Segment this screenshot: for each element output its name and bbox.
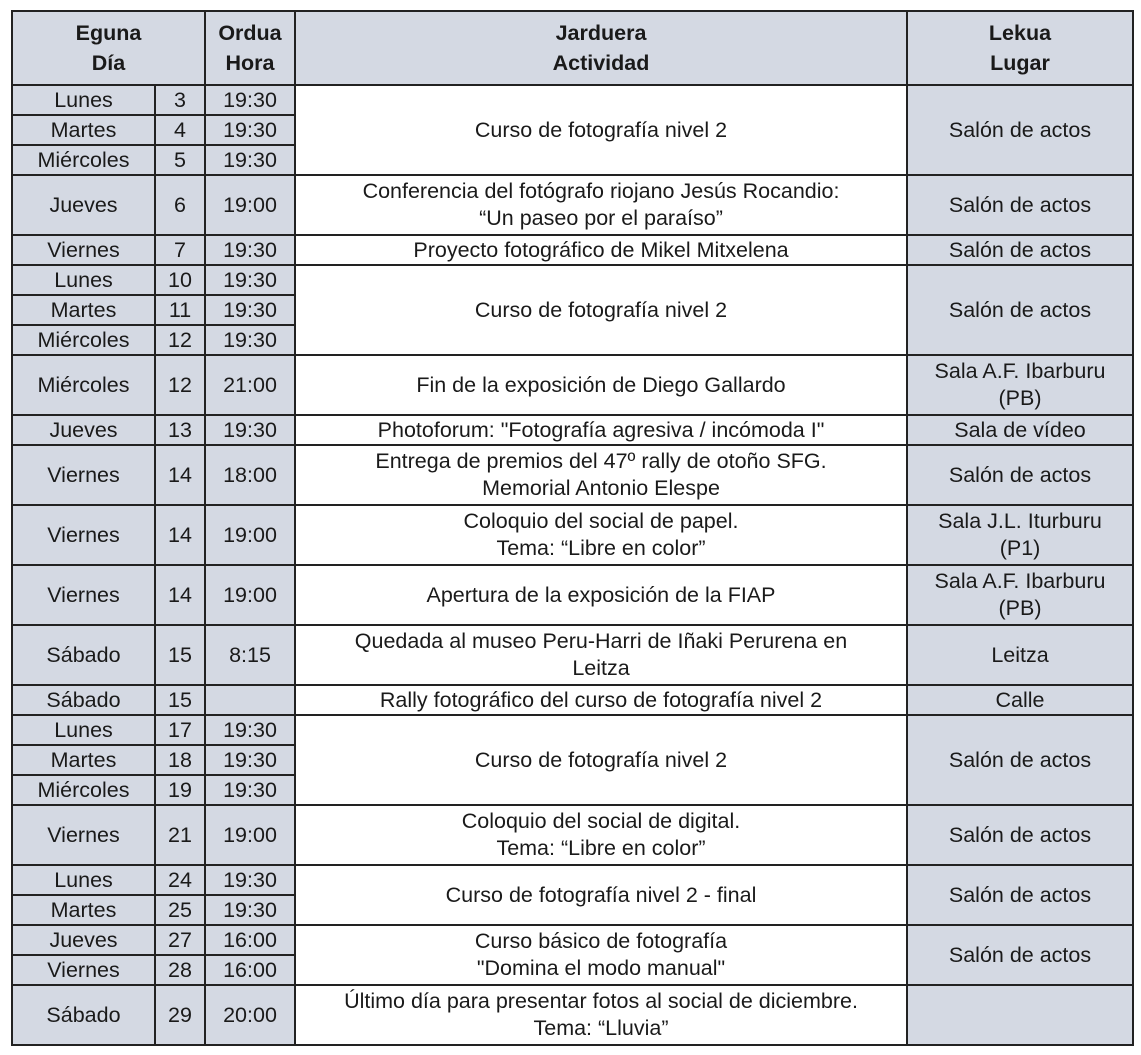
day-number-cell: 21 xyxy=(155,805,205,865)
day-number-cell: 19 xyxy=(155,775,205,805)
place-cell xyxy=(907,175,1133,235)
place-cell-line: Salón de actos xyxy=(948,117,1092,142)
place-cell xyxy=(907,445,1133,505)
place-cell xyxy=(907,265,1133,355)
day-number-cell: 18 xyxy=(155,745,205,775)
day-number-cell: 12 xyxy=(155,325,205,355)
activity-cell xyxy=(295,85,907,175)
day-number-cell: 29 xyxy=(155,985,205,1045)
day-number-cell: 25 xyxy=(155,895,205,925)
activity-cell-line: Rally fotográfico del curso de fotografía nivel 2 xyxy=(379,687,823,712)
table-row xyxy=(12,235,1133,265)
place-cell-line: Salón de actos xyxy=(948,297,1092,322)
day-number-cell: 14 xyxy=(155,445,205,505)
table-row xyxy=(12,175,1133,235)
activity-cell-line: Memorial Antonio Elespe xyxy=(482,476,720,500)
activity-cell xyxy=(295,415,907,445)
weekday-cell: Martes xyxy=(12,115,155,145)
table-row xyxy=(12,805,1133,865)
time-cell: 19:30 xyxy=(205,865,295,895)
table-row xyxy=(12,925,1133,955)
table-row xyxy=(12,445,1133,505)
day-number-cell: 7 xyxy=(155,235,205,265)
activity-cell xyxy=(295,925,907,985)
table-row xyxy=(12,355,1133,415)
day-number-cell: 15 xyxy=(155,625,205,685)
header-activity: Jarduera Actividad xyxy=(295,11,907,85)
place-cell-line: Sala J.L. Iturburu xyxy=(938,509,1102,533)
time-cell: 19:30 xyxy=(205,325,295,355)
time-cell: 19:30 xyxy=(205,85,295,115)
activity-cell-line: Fin de la exposición de Diego Gallardo xyxy=(416,372,786,397)
time-cell: 19:00 xyxy=(205,565,295,625)
place-cell xyxy=(907,625,1133,685)
place-cell-line: Salón de actos xyxy=(948,462,1092,487)
place-cell-line: Salón de actos xyxy=(948,882,1092,907)
activity-cell-line: Coloquio del social de papel. xyxy=(463,509,739,533)
place-cell xyxy=(907,505,1133,565)
activity-cell-line: “Un paseo por el paraíso” xyxy=(479,206,723,230)
time-cell: 19:30 xyxy=(205,115,295,145)
activity-cell-line: Curso de fotografía nivel 2 xyxy=(474,747,728,772)
schedule-body xyxy=(12,85,1133,1045)
weekday-cell: Viernes xyxy=(12,565,155,625)
time-cell: 19:00 xyxy=(205,175,295,235)
weekday-cell: Sábado xyxy=(12,985,155,1045)
weekday-cell: Viernes xyxy=(12,505,155,565)
time-cell: 16:00 xyxy=(205,955,295,985)
activity-cell xyxy=(295,805,907,865)
time-cell: 8:15 xyxy=(205,625,295,685)
place-cell xyxy=(907,985,1133,1045)
day-number-cell: 17 xyxy=(155,715,205,745)
weekday-cell: Lunes xyxy=(12,865,155,895)
weekday-cell: Jueves xyxy=(12,175,155,235)
time-cell: 19:30 xyxy=(205,265,295,295)
time-cell: 19:30 xyxy=(205,145,295,175)
activity-cell xyxy=(295,625,907,685)
table-row xyxy=(12,565,1133,625)
activity-cell-line: Conferencia del fotógrafo riojano Jesús Rocandio: xyxy=(362,179,840,203)
time-cell: 19:30 xyxy=(205,415,295,445)
time-cell: 20:00 xyxy=(205,985,295,1045)
schedule-table xyxy=(11,10,1134,1046)
activity-cell-line: Último día para presentar fotos al social de diciembre. xyxy=(344,989,858,1013)
time-cell: 18:00 xyxy=(205,445,295,505)
time-cell: 19:30 xyxy=(205,745,295,775)
weekday-cell: Sábado xyxy=(12,685,155,715)
day-number-cell: 4 xyxy=(155,115,205,145)
day-number-cell: 11 xyxy=(155,295,205,325)
time-cell: 19:00 xyxy=(205,805,295,865)
time-cell: 19:30 xyxy=(205,235,295,265)
table-row xyxy=(12,625,1133,685)
activity-cell-line: Curso de fotografía nivel 2 xyxy=(474,297,728,322)
place-cell-line: Salón de actos xyxy=(948,942,1092,967)
place-cell-line: Salón de actos xyxy=(948,747,1092,772)
place-cell-line: (PB) xyxy=(998,596,1042,620)
day-number-cell: 12 xyxy=(155,355,205,415)
table-row xyxy=(12,985,1133,1045)
table-row xyxy=(12,865,1133,895)
day-number-cell: 5 xyxy=(155,145,205,175)
table-row xyxy=(12,415,1133,445)
place-cell-line: Sala de vídeo xyxy=(954,417,1086,442)
place-cell-line: Sala A.F. Ibarburu xyxy=(934,359,1106,383)
day-number-cell: 15 xyxy=(155,685,205,715)
day-number-cell: 3 xyxy=(155,85,205,115)
place-cell xyxy=(907,715,1133,805)
header-row xyxy=(12,11,1133,85)
weekday-cell: Lunes xyxy=(12,85,155,115)
place-cell xyxy=(907,685,1133,715)
place-cell-line: (PB) xyxy=(998,386,1042,410)
activity-cell-line: Apertura de la exposición de la FIAP xyxy=(426,582,776,607)
day-number-cell: 14 xyxy=(155,505,205,565)
table-row xyxy=(12,85,1133,115)
table-row xyxy=(12,505,1133,565)
weekday-cell: Jueves xyxy=(12,925,155,955)
place-cell xyxy=(907,415,1133,445)
weekday-cell: Lunes xyxy=(12,715,155,745)
activity-cell xyxy=(295,445,907,505)
time-cell: 16:00 xyxy=(205,925,295,955)
weekday-cell: Martes xyxy=(12,745,155,775)
place-cell-line: (P1) xyxy=(999,536,1041,560)
weekday-cell: Viernes xyxy=(12,955,155,985)
activity-cell xyxy=(295,685,907,715)
activity-cell-line: Photoforum: "Fotografía agresiva / incómoda I" xyxy=(377,417,825,442)
weekday-cell: Viernes xyxy=(12,805,155,865)
place-cell-line: Calle xyxy=(995,687,1045,712)
place-cell-line: Salón de actos xyxy=(948,822,1092,847)
table-row xyxy=(12,685,1133,715)
activity-cell-line: Tema: “Libre en color” xyxy=(496,836,706,860)
activity-cell-line: Tema: “Lluvia” xyxy=(533,1016,669,1040)
activity-cell-line: Quedada al museo Peru-Harri de Iñaki Perurena en xyxy=(354,629,848,653)
day-number-cell: 27 xyxy=(155,925,205,955)
activity-cell xyxy=(295,985,907,1045)
activity-cell xyxy=(295,265,907,355)
weekday-cell: Miércoles xyxy=(12,775,155,805)
weekday-cell: Miércoles xyxy=(12,145,155,175)
time-cell: 21:00 xyxy=(205,355,295,415)
activity-cell xyxy=(295,235,907,265)
table-row xyxy=(12,265,1133,295)
activity-cell xyxy=(295,865,907,925)
header-day: Eguna Día xyxy=(12,11,205,85)
activity-cell xyxy=(295,175,907,235)
weekday-cell: Viernes xyxy=(12,445,155,505)
place-cell xyxy=(907,235,1133,265)
day-number-cell: 14 xyxy=(155,565,205,625)
weekday-cell: Lunes xyxy=(12,265,155,295)
activity-cell-line: Entrega de premios del 47º rally de otoño SFG. xyxy=(375,449,827,473)
weekday-cell: Martes xyxy=(12,895,155,925)
place-cell xyxy=(907,925,1133,985)
weekday-cell: Viernes xyxy=(12,235,155,265)
activity-cell-line: Leitza xyxy=(572,656,630,680)
place-cell xyxy=(907,865,1133,925)
day-number-cell: 24 xyxy=(155,865,205,895)
time-cell xyxy=(205,685,295,715)
activity-cell-line: Curso de fotografía nivel 2 - final xyxy=(445,882,757,907)
activity-cell xyxy=(295,355,907,415)
place-cell xyxy=(907,355,1133,415)
activity-cell-line: Coloquio del social de digital. xyxy=(461,809,741,833)
place-cell-line: Sala A.F. Ibarburu xyxy=(934,569,1106,593)
weekday-cell: Sábado xyxy=(12,625,155,685)
activity-cell xyxy=(295,715,907,805)
place-cell xyxy=(907,85,1133,175)
day-number-cell: 6 xyxy=(155,175,205,235)
place-cell xyxy=(907,565,1133,625)
place-cell-line: Leitza xyxy=(991,642,1049,667)
place-cell-line: Salón de actos xyxy=(948,237,1092,262)
activity-cell xyxy=(295,505,907,565)
time-cell: 19:30 xyxy=(205,295,295,325)
time-cell: 19:30 xyxy=(205,895,295,925)
day-number-cell: 10 xyxy=(155,265,205,295)
weekday-cell: Martes xyxy=(12,295,155,325)
day-number-cell: 28 xyxy=(155,955,205,985)
activity-cell-line: "Domina el modo manual" xyxy=(476,956,726,980)
activity-cell-line: Curso básico de fotografía xyxy=(474,929,728,953)
time-cell: 19:30 xyxy=(205,715,295,745)
day-number-cell: 13 xyxy=(155,415,205,445)
weekday-cell: Miércoles xyxy=(12,355,155,415)
weekday-cell: Miércoles xyxy=(12,325,155,355)
activity-cell-line: Tema: “Libre en color” xyxy=(496,536,706,560)
activity-cell-line: Curso de fotografía nivel 2 xyxy=(474,117,728,142)
place-cell-line: Salón de actos xyxy=(948,192,1092,217)
header-hour: Ordua Hora xyxy=(205,11,295,85)
header-place: Lekua Lugar xyxy=(907,11,1133,85)
activity-cell-line: Proyecto fotográfico de Mikel Mitxelena xyxy=(413,237,789,262)
weekday-cell: Jueves xyxy=(12,415,155,445)
place-cell xyxy=(907,805,1133,865)
activity-cell xyxy=(295,565,907,625)
table-row xyxy=(12,715,1133,745)
time-cell: 19:30 xyxy=(205,775,295,805)
time-cell: 19:00 xyxy=(205,505,295,565)
